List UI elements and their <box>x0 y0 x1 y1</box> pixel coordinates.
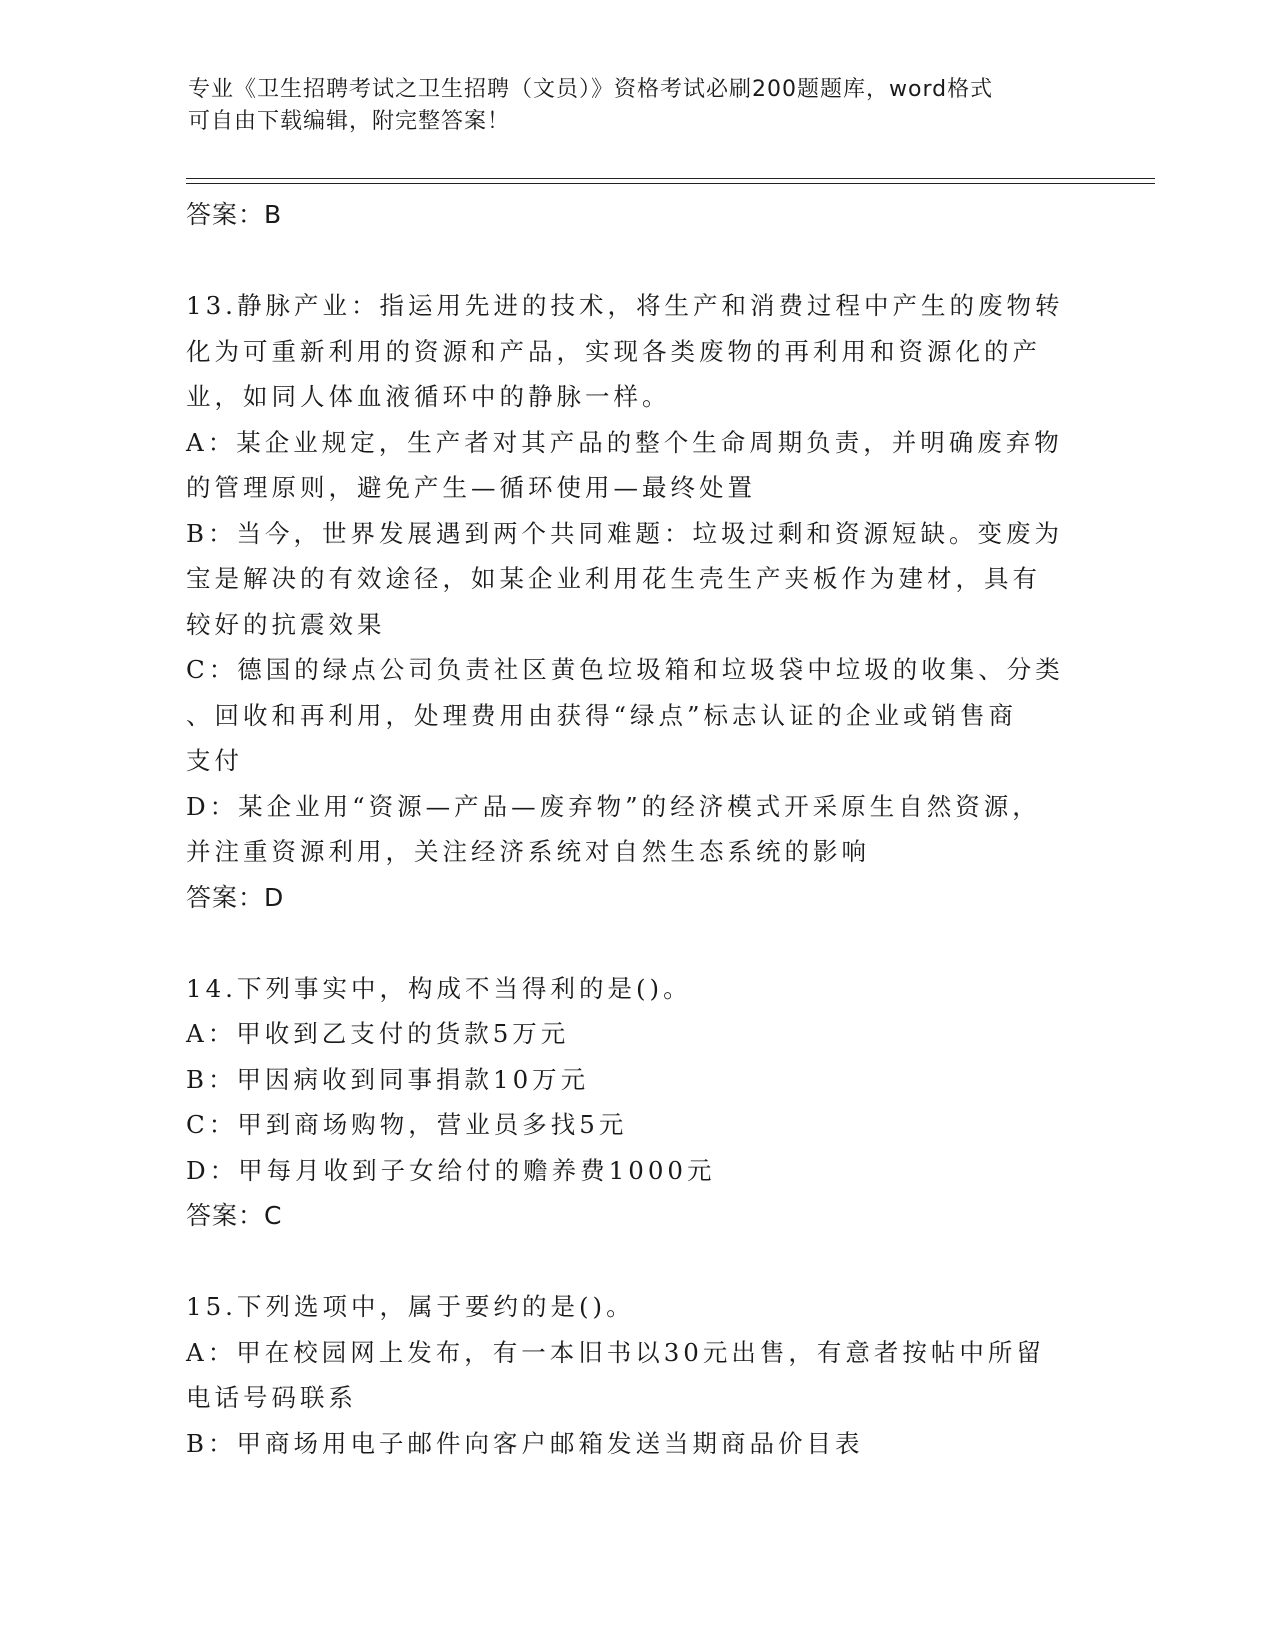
header-title-line-2: 可自由下载编辑，附完整答案！ <box>188 109 511 134</box>
question-13-option-a <box>186 420 1086 511</box>
question-15-stem: 15.下列选项中，属于要约的是()。 <box>186 1292 635 1321</box>
question-13-stem-line-2: 化为可重新利用的资源和产品，实现各类废物的再利用和资源化的产 <box>186 336 1041 366</box>
question-13-option-b <box>186 511 1086 648</box>
question-13-answer: 答案：D <box>186 882 285 912</box>
question-15-option-b: B：甲商场用电子邮件向客户邮箱发送当期商品价目表 <box>186 1428 864 1458</box>
option-line: A：某企业规定，生产者对其产品的整个生命周期负责，并明确废弃物 <box>186 427 1063 457</box>
spacer <box>186 921 1086 966</box>
question-14-option-a: A：甲收到乙支付的货款5万元 <box>186 1019 570 1048</box>
spacer <box>186 238 1086 283</box>
question-13 <box>186 283 1086 921</box>
question-15 <box>186 1284 1086 1466</box>
option-line: C：德国的绿点公司负责社区黄色垃圾箱和垃圾袋中垃圾的收集、分类 <box>186 655 1064 684</box>
question-13-option-c <box>186 647 1086 784</box>
question-14-stem: 14.下列事实中，构成不当得利的是()。 <box>186 973 692 1003</box>
option-line: D：某企业用“资源—产品—废弃物”的经济模式开采原生自然资源， <box>186 791 1041 821</box>
question-content <box>186 192 1086 1466</box>
option-line: 支付 <box>186 746 243 775</box>
question-13-stem-line-3: 业，如同人体血液循环中的静脉一样。 <box>186 382 671 411</box>
spacer <box>186 1239 1086 1284</box>
option-line: 、回收和再利用，处理费用由获得“绿点”标志认证的企业或销售商 <box>186 700 1018 730</box>
option-line: A：甲在校园网上发布，有一本旧书以30元出售，有意者按帖中所留 <box>186 1337 1045 1367</box>
header-divider-top <box>186 178 1155 179</box>
option-line: 宝是解决的有效途径，如某企业利用花生壳生产夹板作为建材，具有 <box>186 564 1041 593</box>
option-line: 并注重资源利用，关注经济系统对自然生态系统的影响 <box>186 837 870 866</box>
question-14-option-b: B：甲因病收到同事捐款10万元 <box>186 1064 590 1094</box>
question-15-option-a <box>186 1330 1086 1421</box>
document-header <box>188 74 1068 138</box>
question-14-answer: 答案：C <box>186 1201 283 1230</box>
question-14 <box>186 966 1086 1240</box>
header-title-line-1: 专业《卫生招聘考试之卫生招聘（文员）》资格考试必刷200题题库，word格式 <box>188 77 994 102</box>
question-13-stem-line-1: 13.静脉产业：指运用先进的技术，将生产和消费过程中产生的废物转 <box>186 291 1064 320</box>
option-line: 的管理原则，避免产生—循环使用—最终处置 <box>186 473 756 502</box>
question-13-option-d <box>186 784 1086 875</box>
option-line: B：当今，世界发展遇到两个共同难题：垃圾过剩和资源短缺。变废为 <box>186 518 1064 548</box>
question-14-option-d: D：甲每月收到子女给付的赡养费1000元 <box>186 1155 716 1185</box>
header-divider-bottom <box>186 183 1155 184</box>
option-line: 电话号码联系 <box>186 1383 357 1412</box>
previous-answer: 答案：B <box>186 200 283 229</box>
option-line: 较好的抗震效果 <box>186 609 386 639</box>
question-14-option-c: C：甲到商场购物，营业员多找5元 <box>186 1110 628 1139</box>
